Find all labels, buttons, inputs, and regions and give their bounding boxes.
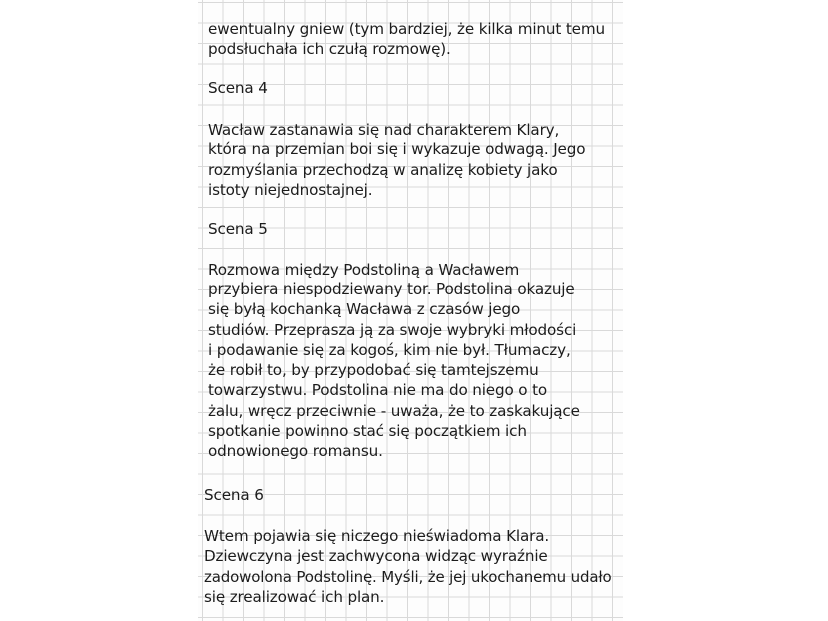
scene-4-line: istoty niejednostajnej. — [208, 181, 373, 199]
scene-4-line: która na przemian boi się i wykazuje odwagą. Jego — [208, 140, 586, 158]
grid-paper-page — [198, 0, 623, 621]
scene-5-heading: Scena 5 — [208, 220, 268, 238]
intro-line: podsłuchała ich czułą rozmowę). — [208, 40, 451, 58]
scene-5-line: odnowionego romansu. — [208, 442, 383, 460]
scene-4-line: Wacław zastanawia się nad charakterem Klary, — [208, 121, 560, 139]
intro-line: ewentualny gniew (tym bardziej, że kilka minut temu — [208, 20, 605, 38]
scene-4-line: rozmyślania przechodzą w analizę kobiety jako — [208, 161, 558, 179]
scene-5-line: i podawanie się za kogoś, kim nie był. Tłumaczy, — [208, 341, 571, 359]
scene-6-line: zadowolona Podstolinę. Myśli, że jej ukochanemu udało — [204, 568, 612, 586]
scene-4-heading: Scena 4 — [208, 79, 268, 97]
scene-5-line: spotkanie powinno stać się początkiem ich — [208, 422, 527, 440]
scene-5-line: się byłą kochanką Wacława z czasów jego — [208, 300, 521, 318]
scene-6-heading: Scena 6 — [204, 486, 264, 504]
scene-5-line: przybiera niespodziewany tor. Podstolina okazuje — [208, 280, 575, 298]
scene-5-line: studiów. Przeprasza ją za swoje wybryki młodości — [208, 321, 577, 339]
scene-5-line: żalu, wręcz przeciwnie - uważa, że to zaskakujące — [208, 402, 580, 420]
scene-5-line: Rozmowa między Podstoliną a Wacławem — [208, 261, 520, 279]
scene-6-line: Dziewczyna jest zachwycona widząc wyraźnie — [204, 547, 548, 565]
scene-6-line: Wtem pojawia się niczego nieświadoma Klara. — [204, 527, 550, 545]
scene-5-line: że robił to, by przypodobać się tamtejszemu — [208, 361, 539, 379]
scene-5-line: towarzystwu. Podstolina nie ma do niego o to — [208, 381, 548, 399]
scene-6-line: się zrealizować ich plan. — [204, 588, 385, 606]
